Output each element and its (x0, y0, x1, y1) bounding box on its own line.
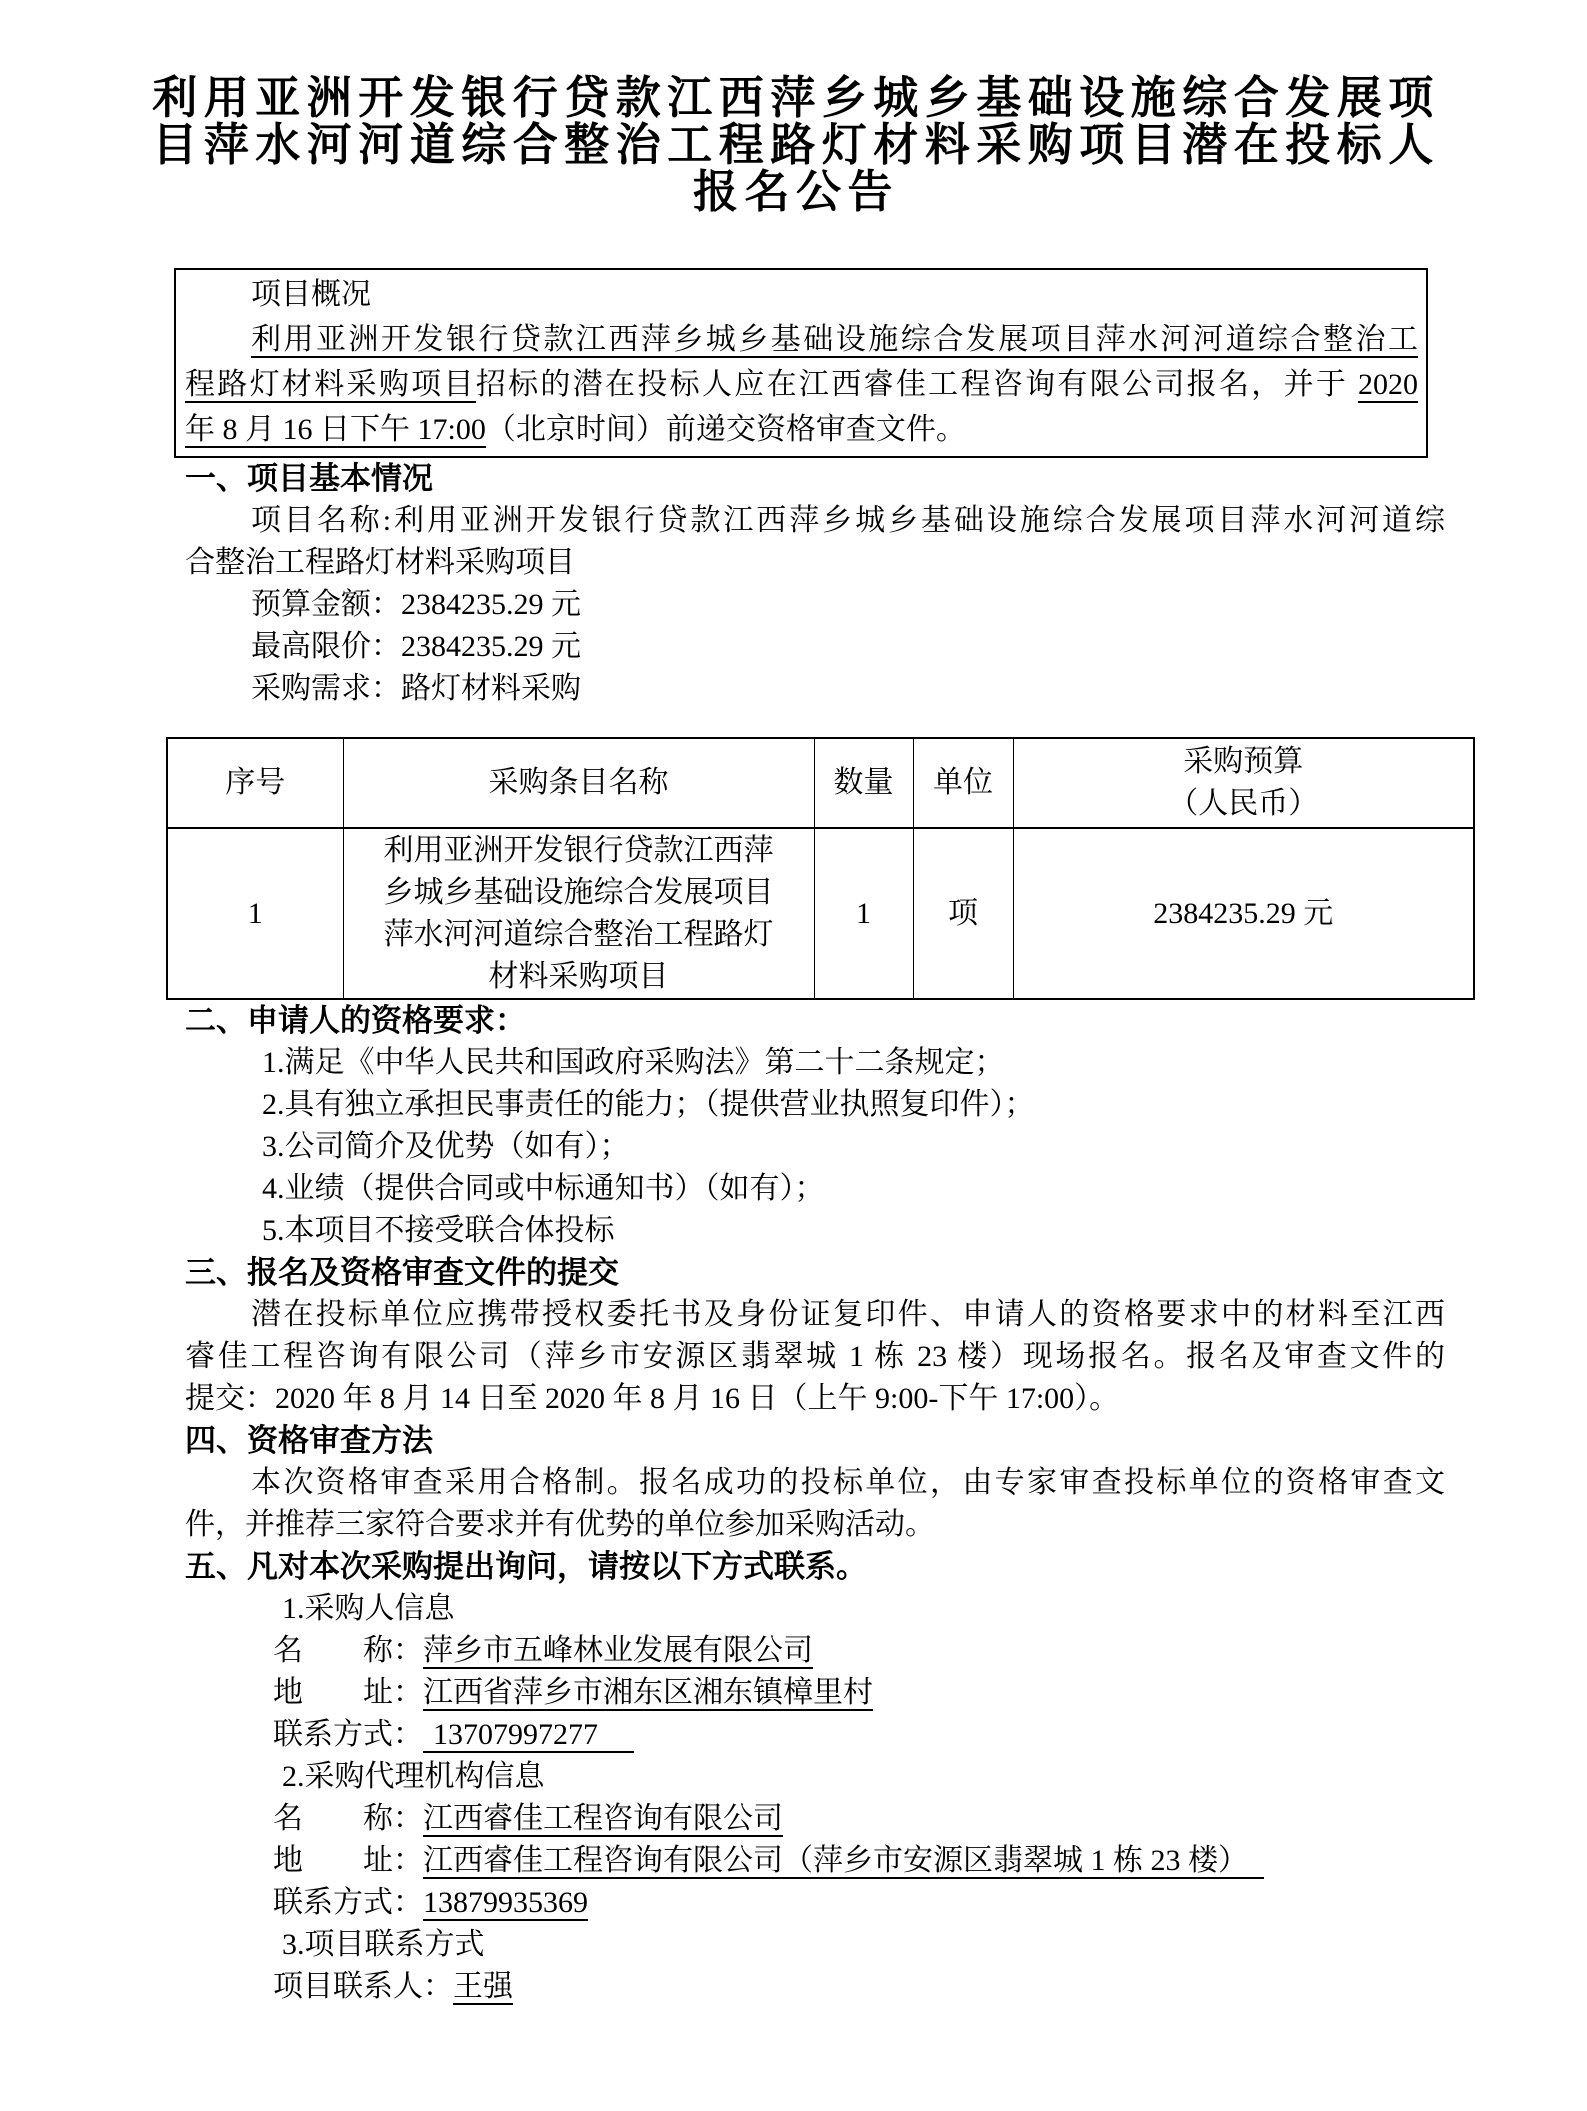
project-overview-box (174, 268, 1428, 458)
buyer-address-value: 江西省萍乡市湘东区湘东镇樟里村 (423, 1676, 873, 1709)
table-row (167, 828, 1474, 999)
project-contact-line (185, 1966, 1445, 2008)
cell-qty: 1 (814, 828, 913, 999)
review-paragraph-line-1: 本次资格审查采用合格制。报名成功的投标单位，由专家审查投标单位的资格审查文 (251, 1466, 1445, 1499)
overview-text: 招标的潜在投标人应在江西睿佳工程咨询有限公司报名，并于 (475, 368, 1359, 401)
header-budget-line-2: （人民币） (1168, 787, 1319, 820)
cell-unit: 项 (913, 828, 1013, 999)
header-cell-name: 采购条目名称 (343, 738, 814, 828)
overview-paragraph-line-3 (185, 407, 1418, 452)
qualification-item-4: 4.业绩（提供合同或中标通知书）（如有）； (262, 1172, 825, 1205)
agent-phone-label: 联系方式： (273, 1886, 423, 1919)
section1-heading: 一、项目基本情况 (185, 461, 433, 496)
buyer-name-value: 萍乡市五峰林业发展有限公司 (423, 1634, 813, 1667)
header-cell-unit: 单位 (913, 738, 1013, 828)
page-title-line-2: 目萍水河河道综合整治工程路灯材料采购项目潜在投标人 (152, 120, 1440, 170)
buyer-address-label: 地 址： (273, 1676, 423, 1709)
overview-paragraph-line-2 (185, 362, 1418, 407)
section4-heading: 四、资格审查方法 (185, 1423, 433, 1458)
agent-info-subheading: 2.采购代理机构信息 (282, 1760, 545, 1793)
qualification-item-5: 5.本项目不接受联合体投标 (262, 1214, 615, 1247)
table-header-row (167, 738, 1474, 828)
qualification-item-1: 1.满足《中华人民共和国政府采购法》第二十二条规定； (262, 1046, 1005, 1079)
max-price-line: 最高限价：2384235.29 元 (251, 630, 581, 663)
overview-text-end: （北京时间）前递交资格审查文件。 (485, 413, 966, 446)
review-paragraph-line-2: 件，并推荐三家符合要求并有优势的单位参加采购活动。 (185, 1508, 935, 1541)
project-name-line-2: 合整治工程路灯材料采购项目 (185, 546, 575, 579)
buyer-phone-line (185, 1714, 1445, 1756)
header-budget-line-1: 采购预算 (1183, 745, 1304, 778)
buyer-address-line (185, 1672, 1445, 1714)
project-contact-subheading: 3.项目联系方式 (282, 1928, 485, 1961)
agent-name-line (185, 1798, 1445, 1840)
page-title (147, 75, 1445, 216)
section3-heading: 三、报名及资格审查文件的提交 (185, 1255, 619, 1290)
qualification-item-3: 3.公司简介及优势（如有）； (262, 1130, 630, 1163)
buyer-info-subheading: 1.采购人信息 (282, 1592, 455, 1625)
qualification-item-2: 2.具有独立承担民事责任的能力；（提供营业执照复印件）； (262, 1088, 1035, 1121)
deadline-date-underlined: 年 8 月 16 日下午 17:00 (185, 413, 486, 446)
budget-amount-line: 预算金额：2384235.29 元 (251, 588, 581, 621)
agent-phone-value: 13879935369 (423, 1886, 588, 1919)
agent-name-value: 江西睿佳工程咨询有限公司 (423, 1802, 783, 1835)
overview-heading: 项目概况 (251, 278, 371, 311)
overview-paragraph-line-1 (185, 317, 1418, 362)
cell-item-name (343, 828, 814, 999)
section5-heading: 五、凡对本次采购提出询问，请按以下方式联系。 (185, 1549, 867, 1584)
agent-phone-line (185, 1882, 1445, 1924)
page-title-line-1: 利用亚洲开发银行贷款江西萍乡城乡基础设施综合发展项 (152, 73, 1440, 123)
cell-item-name-line-2: 乡城乡基础设施综合发展项目 (383, 875, 774, 909)
buyer-phone-label: 联系方式： (273, 1718, 423, 1751)
project-name-underlined-cont: 程路灯材料采购项目 (185, 368, 476, 401)
procurement-demand-line: 采购需求：路灯材料采购 (251, 672, 581, 705)
agent-address-label: 地 址： (273, 1844, 423, 1877)
header-cell-qty: 数量 (814, 738, 913, 828)
procurement-items-table (166, 737, 1475, 1000)
agent-name-label: 名 称： (273, 1802, 423, 1835)
project-contact-label: 项目联系人： (273, 1970, 453, 2003)
cell-item-name-line-1: 利用亚洲开发银行贷款江西萍 (383, 833, 774, 867)
section2-heading: 二、申请人的资格要求： (185, 1003, 526, 1038)
project-name-underlined: 利用亚洲开发银行贷款江西萍乡城乡基础设施综合发展项目萍水河河道综合整治工 (251, 323, 1418, 356)
cell-budget: 2384235.29 元 (1013, 828, 1474, 999)
agent-address-value: 江西睿佳工程咨询有限公司（萍乡市安源区翡翠城 1 栋 23 楼） (423, 1844, 1264, 1879)
project-contact-name: 王强 (453, 1970, 513, 2003)
header-cell-no: 序号 (167, 738, 343, 828)
cell-no: 1 (167, 828, 343, 999)
buyer-name-label: 名 称： (273, 1634, 423, 1667)
buyer-phone-value: 13707997277 (423, 1718, 634, 1753)
submission-paragraph-line-3: 提交：2020 年 8 月 14 日至 2020 年 8 月 16 日（上午 9:00-下午 17:00）。 (185, 1382, 1120, 1415)
submission-paragraph-line-2: 睿佳工程咨询有限公司（萍乡市安源区翡翠城 1 栋 23 楼）现场报名。报名及审查文件的 (185, 1340, 1445, 1373)
buyer-name-line (185, 1630, 1445, 1672)
page-title-line-3: 报名公告 (692, 167, 899, 217)
cell-item-name-line-4: 材料采购项目 (488, 959, 669, 993)
cell-item-name-line-3: 萍水河河道综合整治工程路灯 (383, 917, 774, 951)
submission-paragraph-line-1: 潜在投标单位应携带授权委托书及身份证复印件、申请人的资格要求中的材料至江西 (251, 1298, 1445, 1331)
deadline-year-underlined: 2020 (1358, 368, 1419, 401)
agent-address-line (185, 1840, 1445, 1882)
header-cell-budget (1013, 738, 1474, 828)
project-name-line-1: 项目名称:利用亚洲开发银行贷款江西萍乡城乡基础设施综合发展项目萍水河河道综 (251, 504, 1445, 537)
